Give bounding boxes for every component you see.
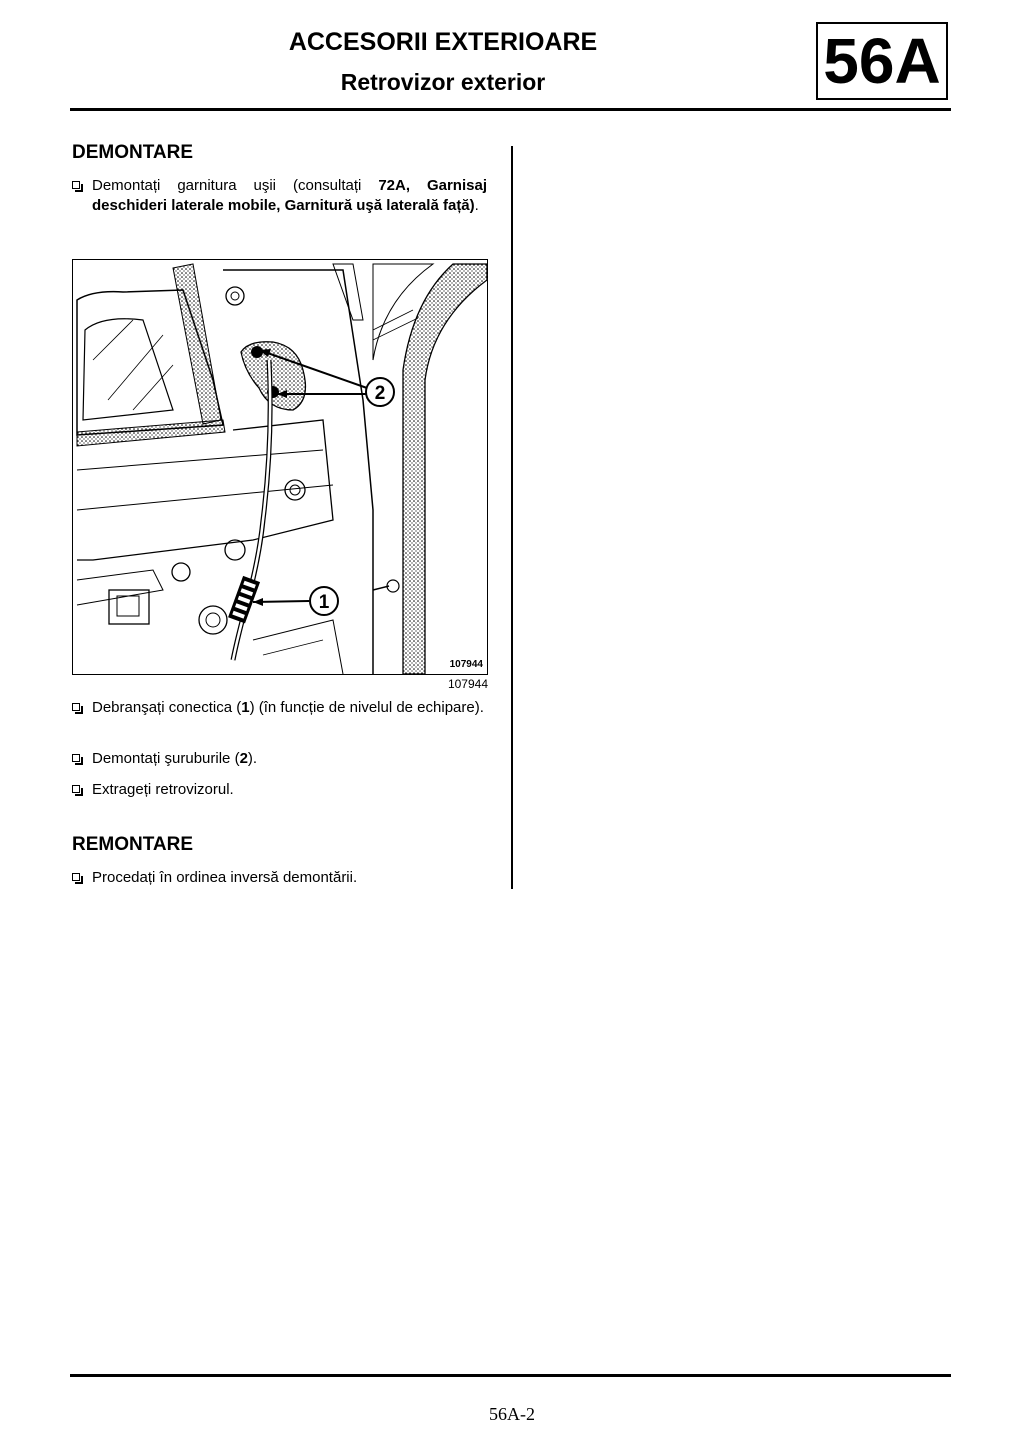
removal-step-3-suffix: ). [247,750,258,767]
checkbox-bullet-icon [72,181,80,189]
page-number: 56A-2 [489,1404,535,1424]
removal-step-1-reference: 72A, Garnisaj deschideri laterale mobile, Garnitură uşă laterală față) [92,177,487,214]
removal-step-2 [72,698,487,718]
footer-divider [70,1374,951,1377]
removal-step-2-reference: 1 [241,699,250,716]
removal-step-2-text: Debranşați conectica ( [92,699,242,716]
document-subtitle: Retrovizor exterior [340,69,546,95]
checkbox-bullet-icon [72,785,80,793]
column-divider [511,146,513,889]
callout-1-label: 1 [318,592,330,613]
removal-step-2-suffix: ) (în funcție de nivelul de echipare). [249,699,484,716]
removal-step-3-text: Demontați şuruburile ( [92,750,240,767]
refit-step-1-text: Procedați în ordinea inversă demontării. [92,869,358,886]
callout-2-label: 2 [374,383,386,404]
door-mirror-diagram [73,260,487,674]
figure-inner-number: 107944 [449,659,483,670]
document-title: ACCESORII EXTERIOARE [288,28,598,56]
removal-step-1-suffix: . [474,197,479,214]
removal-step-1-text: Demontați garnitura uşii (consultați [92,177,379,194]
checkbox-bullet-icon [72,873,80,881]
removal-step-4-text: Extrageți retrovizorul. [92,781,234,798]
checkbox-bullet-icon [72,754,80,762]
removal-heading: DEMONTARE [72,142,194,163]
figure-number: 107944 [447,677,488,691]
removal-step-4 [72,780,487,800]
refit-step-1 [72,868,487,888]
removal-step-1 [72,176,487,216]
removal-step-3-reference: 2 [239,750,248,767]
refit-heading: REMONTARE [72,834,194,855]
header-divider [70,108,951,111]
checkbox-bullet-icon [72,703,80,711]
removal-step-3 [72,749,487,769]
mirror-removal-illustration [72,259,488,675]
chapter-code-box: 56A [816,22,948,100]
